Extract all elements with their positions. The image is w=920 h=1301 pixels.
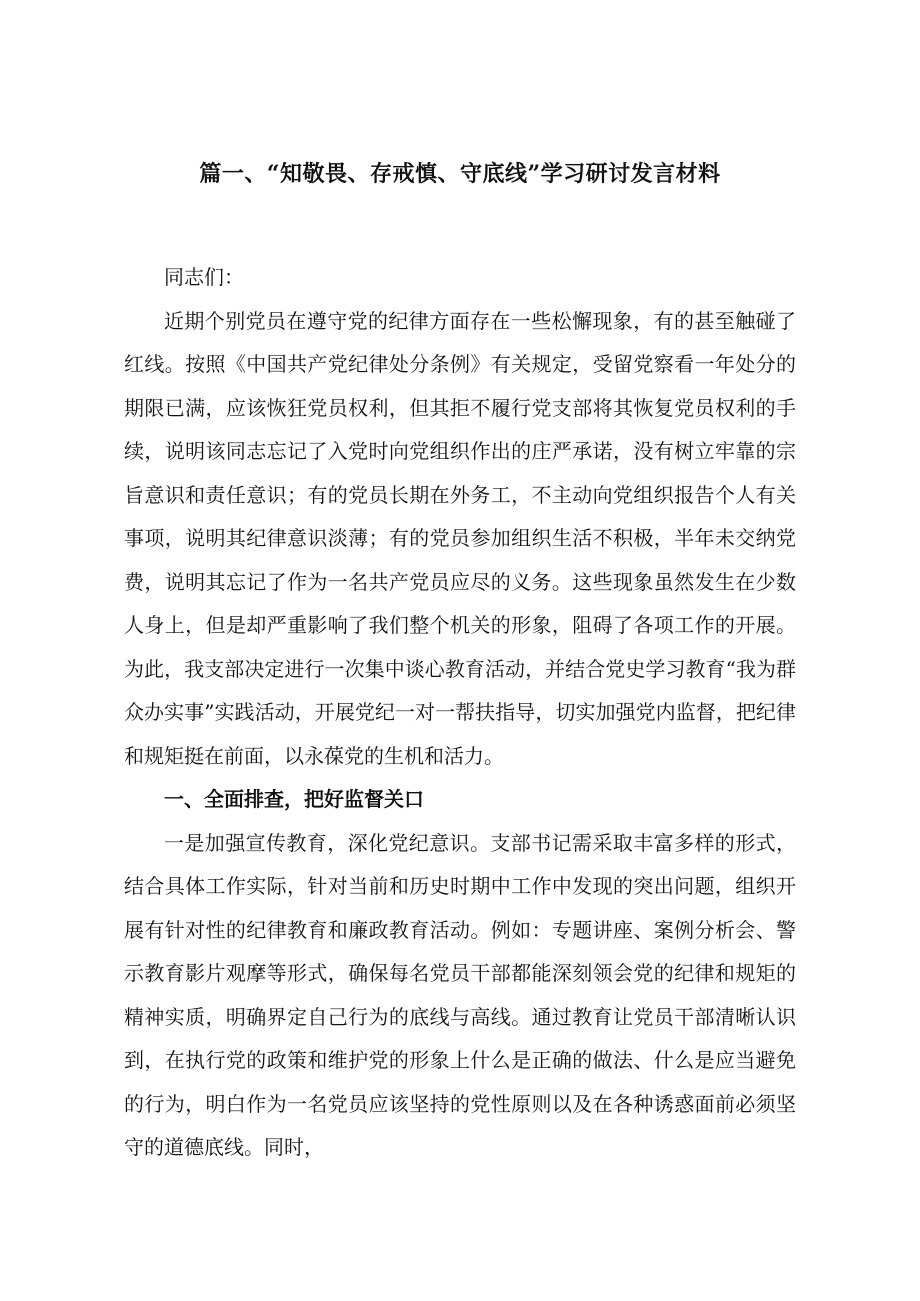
body-paragraph: 一是加强宣传教育，深化党纪意识。支部书记需采取丰富多样的形式，结合具体工作实际，针对当前和历史时期中工作中发现的突出问题，组织开展有针对性的纪律教育和廉政教育活动。例如：专题讲座、案例分析会、警示教育影片观摩等形式，确保每名党员干部都能深刻领会党的纪律和规矩的精神实质，明确界定自己行为的底线与高线。通过教育让党员干部清晰认识到，在执行党的政策和维护党的形象上什么是正确的做法、什么是应当避免的行为，明白作为一名党员应该坚持的党性原则以及在各种诱惑面前必须坚守的道德底线。同时，	[124, 830, 796, 1159]
body-paragraph: 近期个别党员在遵守党的纪律方面存在一些松懈现象，有的甚至触碰了红线。按照《中国共产党纪律处分条例》有关规定，受留党察看一年处分的期限已满，应该恢狂党员权利，但其拒不履行党支部将其恢复党员权利的手续，说明该同志忘记了入党时向党组织作出的庄严承诺，没有树立牢靠的宗旨意识和责任意识；有的党员长期在外务工，不主动向党组织报告个人有关事项，说明其纪律意识淡薄；有的党员参加组织生活不积极，半年未交纳党费，说明其忘记了作为一名共产党员应尽的义务。这些现象虽然发生在少数人身上，但是却严重影响了我们整个机关的形象，阻碍了各项工作的开展。为此，我支部决定进行一次集中谈心教育活动，并结合党史学习教育“我为群众办实事”实践活动，开展党纪一对一帮扶指导，切实加强党内监督，把纪律和规矩挺在前面，以永葆党的生机和活力。	[124, 308, 796, 768]
document-title: 篇一、“知敬畏、存戒慎、守底线”学习研讨发言材料	[199, 161, 721, 187]
section-heading: 一、全面排查，把好监督关口	[164, 787, 424, 811]
document-body	[124, 256, 796, 1170]
salutation: 同志们：	[164, 265, 244, 289]
